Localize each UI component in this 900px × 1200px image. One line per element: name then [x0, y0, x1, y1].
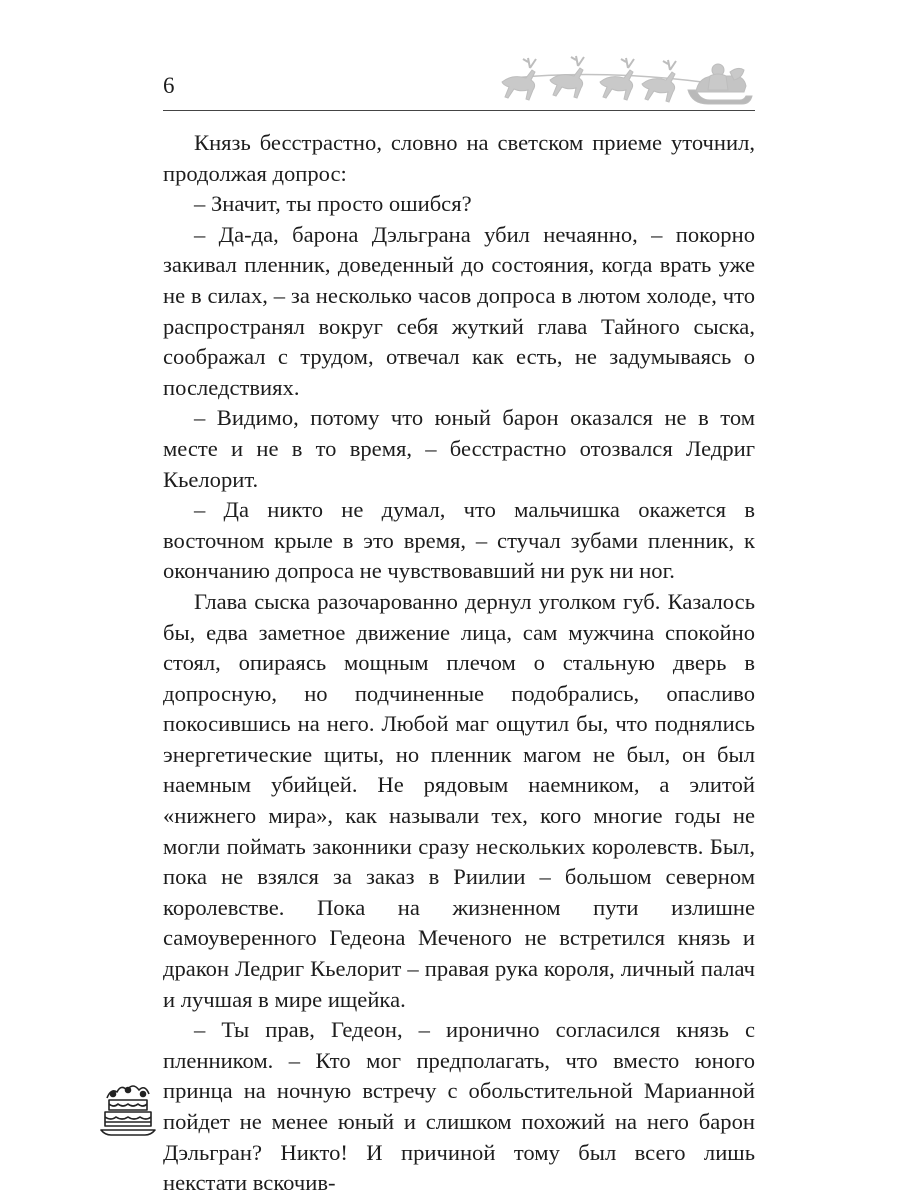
paragraph: – Да-да, барона Дэльграна убил нечаянно, – покорно закивал пленник, доведенный до состояния, когда врать уже не в силах, – за несколько часов допроса в лютом холоде, что распространял вокруг себя жуткий глава Тайного сыска, соображал с трудом, отвечал как есть, не задумываясь о последствиях.	[163, 221, 755, 400]
paragraph: – Да никто не думал, что мальчишка окажется в восточном крыле в это время, – стучал зубами пленник, к окончанию допроса не чувствовавший ни рук ни ног.	[163, 497, 755, 584]
cake-icon	[99, 1082, 157, 1140]
page-text	[163, 128, 755, 1199]
paragraph: – Видимо, потому что юный барон оказался не в том месте и не в то время, – бесстрастно отозвался Ледриг Кьелорит.	[163, 405, 755, 492]
paragraph: – Значит, ты просто ошибся?	[194, 191, 472, 217]
reindeer-sleigh-icon	[492, 52, 754, 112]
page-number: 6	[163, 73, 175, 98]
paragraph: – Ты прав, Гедеон, – иронично согласился князь с пленником. – Кто мог предполагать, что вместо юного принца на ночную встречу с обольстительной Марианной пойдет не менее юный и слишком похожий на него барон Дэльгран? Никто! И причиной тому был всего лишь некстати вскочив-	[163, 1017, 755, 1196]
paragraph: Князь бесстрастно, словно на светском приеме уточнил, продолжая допрос:	[163, 130, 755, 186]
header-rule	[163, 110, 755, 111]
paragraph: Глава сыска разочарованно дернул уголком губ. Казалось бы, едва заметное движение лица, сам мужчина спокойно стоял, опираясь мощным плечом о стальную дверь в допросную, но подчиненные подобрались, опасливо покосившись на него. Любой маг ощутил бы, что поднялись энергетические щиты, но пленник магом не был, он был наемным убийцей. Не рядовым наемником, а элитой «нижнего мира», как называли тех, кого многие годы не могли поймать законники сразу нескольких королевств. Был, пока не взялся за заказ в Риилии – большом северном королевстве. Пока на жизненном пути излишне самоуверенного Гедеона Меченого не встретился князь и дракон Ледриг Кьелорит – правая рука короля, личный палач и лучшая в мире ищейка.	[163, 588, 755, 1012]
